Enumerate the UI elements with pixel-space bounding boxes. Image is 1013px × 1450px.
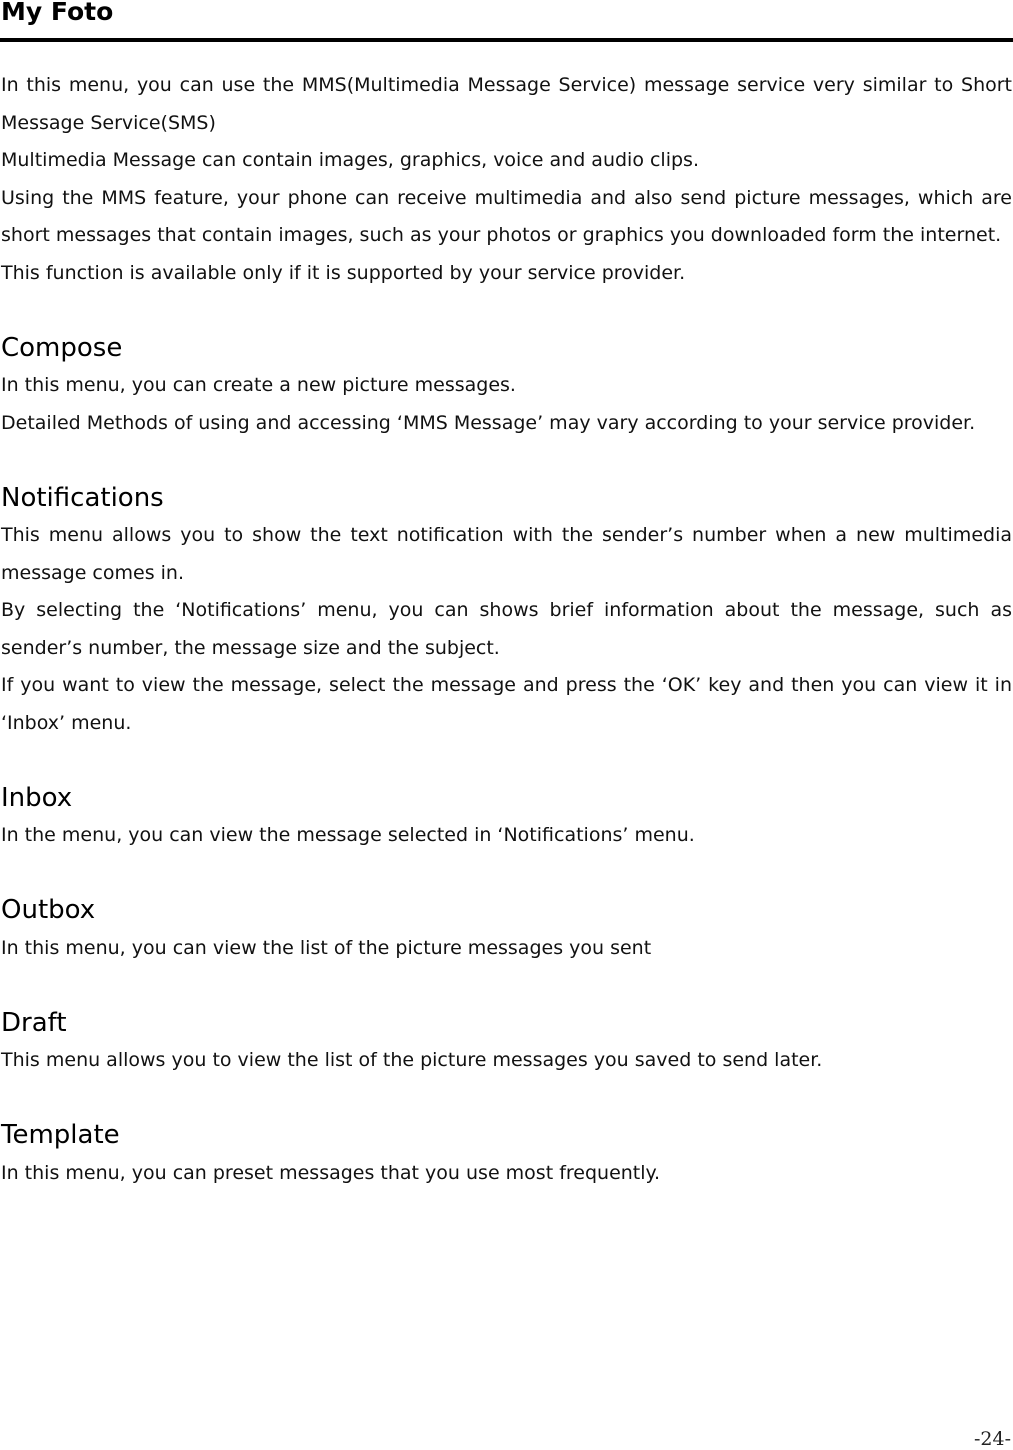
section-paragraph: This menu allows you to view the list of the picture messages you saved to send later. — [1, 1049, 823, 1071]
section-heading-draft: Draft — [1, 1007, 67, 1038]
section-heading-outbox: Outbox — [1, 895, 96, 925]
intro-paragraph: Multimedia Message can contain images, graphics, voice and audio clips. — [1, 149, 699, 171]
section-paragraph: By selecting the ‘Notifications’ menu, you can shows brief information about the message, such as sender’s number, the message size and the subject. — [1, 599, 1012, 659]
section-heading-template: Template — [1, 1120, 120, 1150]
intro-paragraph: This function is available only if it is supported by your service provider. — [1, 261, 686, 284]
section-heading-notifications: Notifications — [1, 482, 164, 513]
section-heading-inbox: Inbox — [1, 782, 73, 813]
section-paragraph: In this menu, you can view the list of the picture messages you sent — [1, 936, 652, 959]
page-number: -24- — [973, 1428, 1011, 1450]
section-heading-compose: Compose — [1, 332, 123, 363]
page-title: My Foto — [1, 0, 114, 26]
document-body — [1, 67, 1012, 1192]
section-paragraph: Detailed Methods of using and accessing ‘MMS Message’ may vary according to your service provider. — [1, 411, 976, 434]
section-paragraph: In this menu, you can create a new picture messages. — [1, 374, 516, 396]
section-paragraph: This menu allows you to show the text notification with the sender’s number when a new multimedia message comes in. — [1, 524, 1012, 584]
intro-paragraph: In this menu, you can use the MMS(Multimedia Message Service) message service very similar to Short Message Service(SMS) — [1, 74, 1012, 134]
intro-paragraph: Using the MMS feature, your phone can receive multimedia and also send picture messages, which are short messages that contain images, such as your photos or graphics you downloaded form the internet. — [1, 186, 1012, 246]
section-paragraph: If you want to view the message, select the message and press the ‘OK’ key and then you can view it in ‘Inbox’ menu. — [1, 674, 1012, 734]
title-divider — [0, 38, 1013, 42]
section-paragraph: In the menu, you can view the message selected in ‘Notifications’ menu. — [1, 824, 695, 846]
section-paragraph: In this menu, you can preset messages that you use most frequently. — [1, 1161, 661, 1184]
